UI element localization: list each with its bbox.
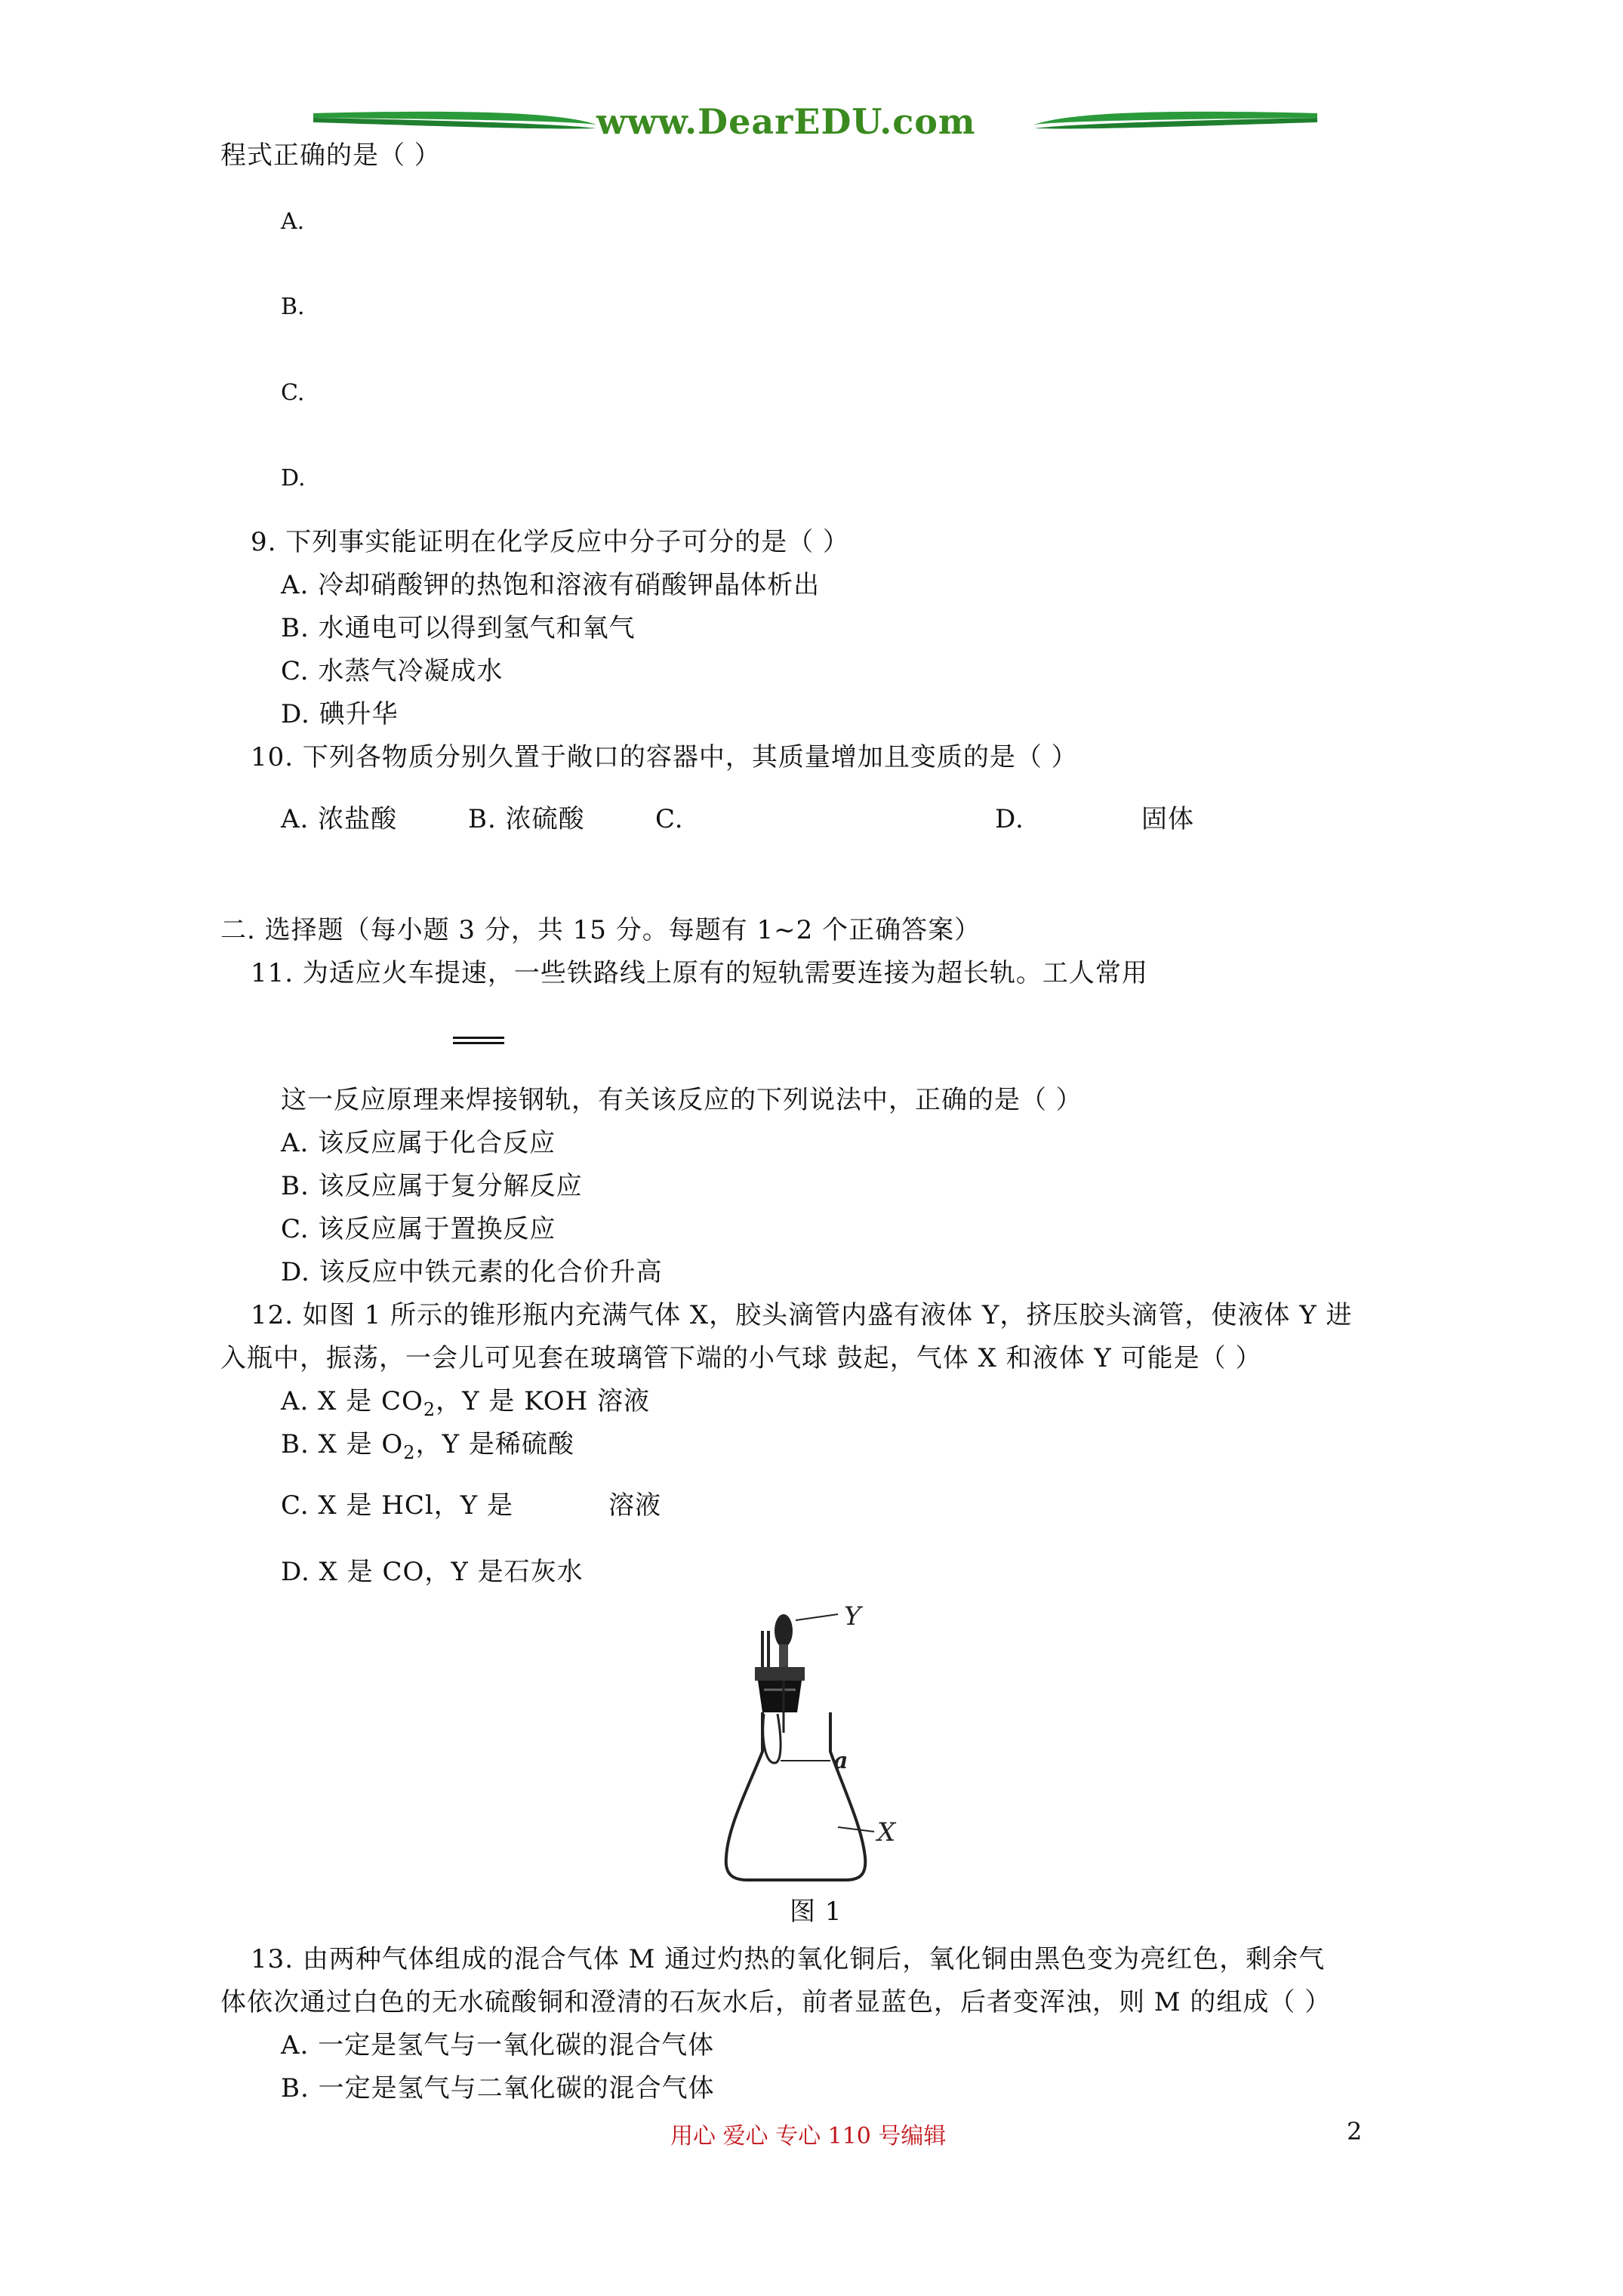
q8-option-b: B. [281, 294, 305, 320]
q9-option-c: C. 水蒸气冷凝成水 [281, 656, 504, 686]
q13-stem-line1: 13. 由两种气体组成的混合气体 M 通过灼热的氧化铜后，氧化铜由黑色变为亮红色，剩余气 [251, 1944, 1326, 1974]
q12-option-c-tail: 溶液 [608, 1490, 661, 1521]
figure-label-a: a [833, 1748, 848, 1774]
q11-option-b: B. 该反应属于复分解反应 [281, 1171, 583, 1201]
q12-stem-line2: 入瓶中，振荡，一会儿可见套在玻璃管下端的小气球 鼓起，气体 X 和液体 Y 可能是（ ） [220, 1343, 1262, 1373]
figure-label-y: Y [844, 1601, 861, 1632]
q10-option-d-tail: 固体 [1141, 804, 1194, 834]
page-number: 2 [1347, 2117, 1363, 2146]
q11-option-c: C. 该反应属于置换反应 [281, 1214, 556, 1244]
q9-option-d: D. 碘升华 [281, 699, 399, 729]
q11-option-a: A. 该反应属于化合反应 [281, 1128, 556, 1158]
q12-stem-line1: 12. 如图 1 所示的锥形瓶内充满气体 X，胶头滴管内盛有液体 Y，挤压胶头滴管，使液体 Y 进 [251, 1300, 1353, 1330]
q13-option-a: A. 一定是氢气与一氧化碳的混合气体 [281, 2030, 715, 2060]
site-logo[interactable]: www.DearEDU.com [596, 101, 976, 142]
q8-stem-tail: 程式正确的是（ ） [220, 140, 441, 171]
section-2-title: 二. 选择题（每小题 3 分，共 15 分。每题有 1~2 个正确答案） [220, 915, 981, 945]
q10-option-b: B. 浓硫酸 [468, 804, 585, 834]
q9-option-b: B. 水通电可以得到氢气和氧气 [281, 613, 636, 643]
q12-option-c: C. X 是 HCl，Y 是 [281, 1490, 514, 1521]
q10-stem: 10. 下列各物质分别久置于敞口的容器中，其质量增加且变质的是（ ） [251, 742, 1078, 772]
figure-1-caption: 图 1 [790, 1897, 842, 1927]
q13-stem-line2: 体依次通过白色的无水硫酸铜和澄清的石灰水后，前者显蓝色，后者变浑浊，则 M 的组成（ ） [220, 1987, 1332, 2017]
q8-option-a: A. [281, 208, 305, 235]
q12-option-b: B. X 是 $O_2$，Y 是稀硫酸 [281, 1429, 574, 1463]
q13-option-b: B. 一定是氢气与二氧化碳的混合气体 [281, 2073, 715, 2103]
q12-option-d: D. X 是 CO，Y 是石灰水 [281, 1557, 584, 1587]
footer-editor-note: 用心 爱心 专心 110 号编辑 [670, 2123, 947, 2150]
q12-option-a: A. X 是 $CO_2$，Y 是 KOH 溶液 [281, 1386, 651, 1420]
q11-stem-line1: 11. 为适应火车提速，一些铁路线上原有的短轨需要连接为超长轨。工人常用 [251, 958, 1148, 988]
q10-option-d: D. [995, 804, 1024, 834]
q9-stem: 9. 下列事实能证明在化学反应中分子可分的是（ ） [251, 527, 850, 557]
q10-option-a: A. 浓盐酸 [281, 804, 398, 834]
reaction-equals-sign [453, 1037, 504, 1046]
q9-option-a: A. 冷却硝酸钾的热饱和溶液有硝酸钾晶体析出 [281, 570, 821, 600]
figure-1-flask-diagram [717, 1601, 913, 1895]
q8-option-d: D. [281, 465, 306, 492]
q11-option-d: D. 该反应中铁元素的化合价升高 [281, 1257, 663, 1287]
figure-label-x: X [877, 1817, 896, 1848]
q10-option-c: C. [655, 804, 684, 834]
q11-stem-line2: 这一反应原理来焊接钢轨，有关该反应的下列说法中，正确的是（ ） [281, 1085, 1083, 1115]
q8-option-c: C. [281, 380, 305, 406]
